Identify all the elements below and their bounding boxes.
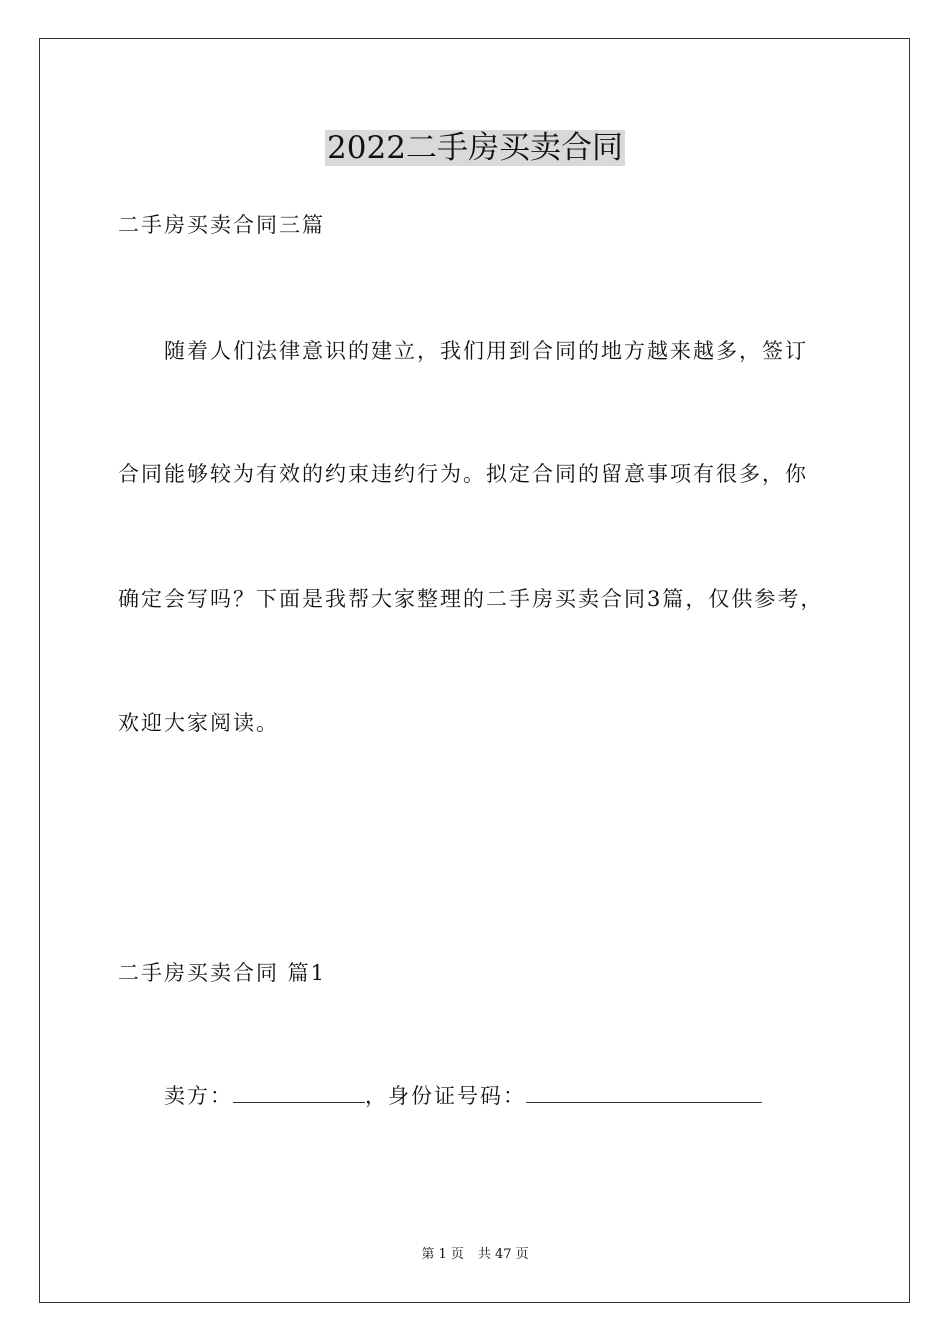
intro-line-2: 合同能够较为有效的约束违约行为。拟定合同的留意事项有很多，你 [118,462,808,486]
id-number-blank[interactable] [526,1082,762,1103]
document-title [0,126,950,170]
intro-line-4: 欢迎大家阅读。 [118,711,279,735]
id-number-label: ，身份证号码： [365,1084,526,1108]
document-subtitle: 二手房买卖合同三篇 [118,213,325,237]
page-total: 共 47 页 [477,1247,529,1262]
page-footer [0,1246,950,1264]
intro-line-1: 随着人们法律意识的建立，我们用到合同的地方越来越多，签订 [164,339,808,363]
document-title-text: 2022二手房买卖合同 [327,130,623,166]
seller-line [164,1081,762,1111]
page-current: 第 1 页 [421,1247,464,1262]
seller-name-blank[interactable] [233,1082,365,1103]
intro-line-3: 确定会写吗？下面是我帮大家整理的二手房买卖合同3篇，仅供参考， [118,587,824,611]
section-heading: 二手房买卖合同 篇1 [118,961,327,985]
seller-label: 卖方： [164,1084,233,1108]
